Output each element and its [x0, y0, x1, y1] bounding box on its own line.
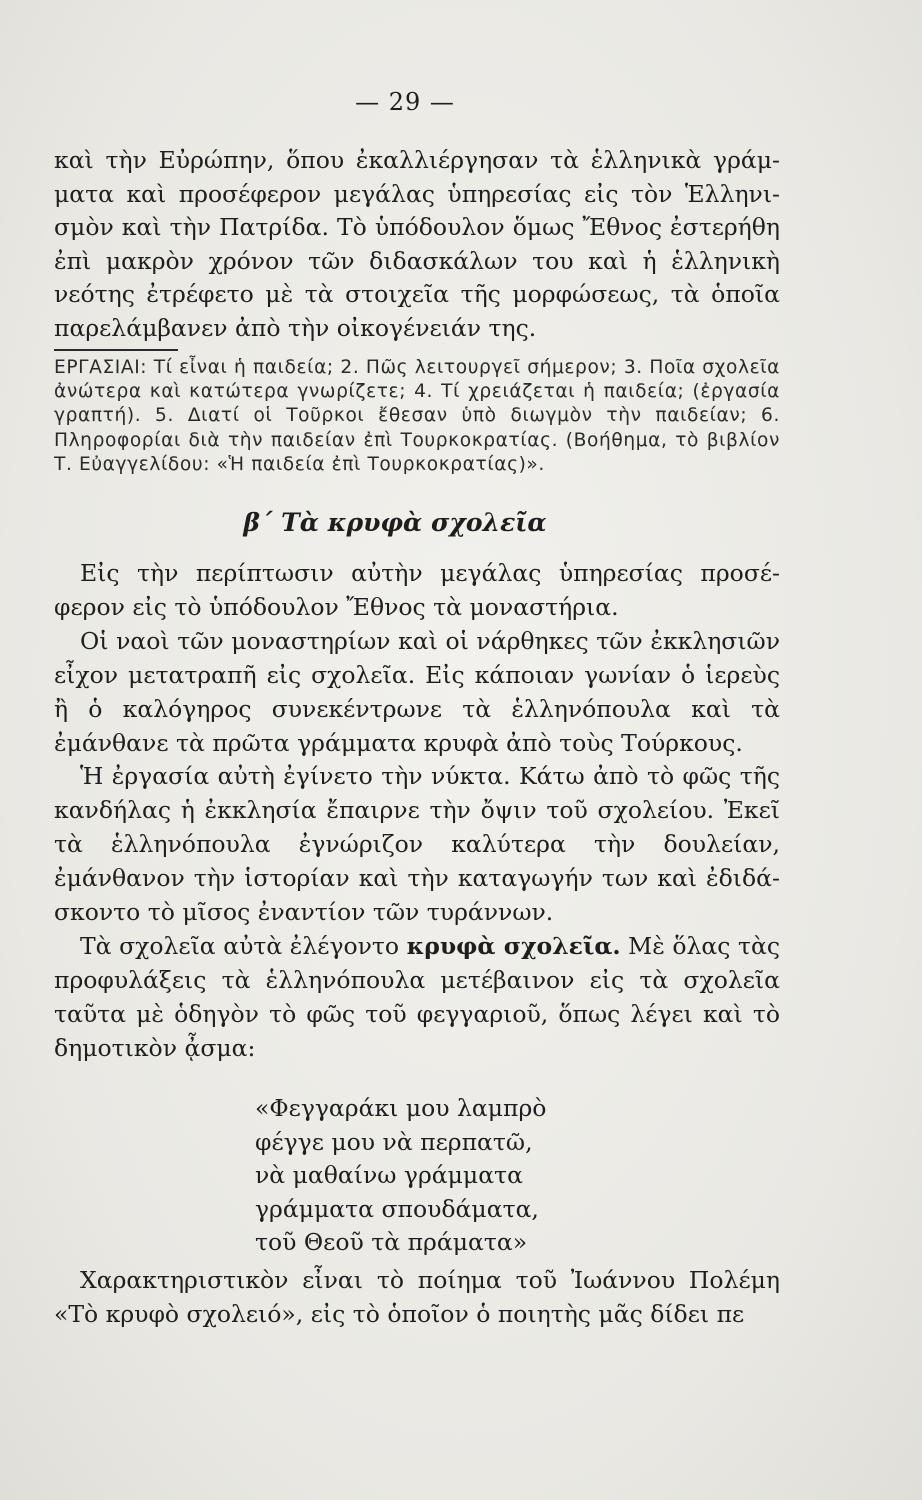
- paragraph-monasteries: Εἰς τὴν περίπτωσιν αὐτὴν μεγάλας ὑπηρεσίας προσέφερον εἰς τὸ ὑπόδουλον Ἔθνος τὰ μοναστήρια.: [54, 559, 780, 621]
- paragraph-europe-education: καὶ τὴν Εὐρώπην, ὅπου ἐκαλλιέργησαν τὰ ἑλληνικὰ γράμματα καὶ προσέφερον μεγάλας ὑπηρεσίας εἰς τὸν Ἑλληνισμὸν καὶ τὴν Πατρίδα. Τὸ ὑπόδουλον ὅμως Ἔθνος ἐστερήθη ἐπὶ μακρὸν χρόνον τῶν διδασκάλων του καὶ ἡ ἑλληνικὴ νεότης ἐτρέφετο μὲ τὰ στοιχεῖα τῆς μορφώσεως, τὰ ὁποῖα παρελάμβανεν ἀπὸ τὴν οἰκογένειάν της.: [54, 146, 780, 342]
- section-title: β΄ Τὰ κρυφὰ σχολεῖα: [243, 508, 547, 537]
- poem-line: τοῦ Θεοῦ τὰ πράματα»: [255, 1228, 528, 1257]
- poem-line: «Φεγγαράκι μου λαμπρὸ: [255, 1094, 547, 1122]
- paragraph-secret-schools-name: [54, 930, 780, 1066]
- section-divider-rule: [54, 349, 178, 351]
- paragraph-5-tail-text: Μὲ ὅλας τὰς προφυλάξεις τὰ ἑλληνόπουλα μετέβαινον εἰς τὰ σχολεῖα ταῦτα μὲ ὁδηγὸν τὸ φῶς τοῦ φεγγαριοῦ, ὅπως λέγει καὶ τὸ δημοτικὸν ᾆσμα:: [54, 931, 780, 1062]
- poem-line: γράμματα σπουδάματα,: [255, 1194, 539, 1223]
- paragraph-5-lead-text: Τὰ σχολεῖα αὐτὰ ἐλέγοντο: [80, 931, 407, 960]
- poem-line: φέγγε μου νὰ περπατῶ,: [255, 1127, 533, 1156]
- poem-line: νὰ μαθαίνω γράμματα: [255, 1161, 523, 1190]
- page-number: — 29 —: [355, 88, 455, 116]
- paragraph-churches-as-schools: Οἱ ναοὶ τῶν μοναστηρίων καὶ οἱ νάρθηκες τῶν ἐκκλησιῶν εἶχον μετατραπῆ εἰς σχολεῖα. Εἰς κάποιαν γωνίαν ὁ ἱερεὺς ἢ ὁ καλόγηρος συνεκέντρωνε τὰ ἑλληνόπουλα καὶ τὰ ἐμάνθανε τὰ πρῶτα γράμματα κρυφὰ ἀπὸ τοὺς Τούρκους.: [54, 626, 780, 757]
- closing-text-block: [54, 1264, 780, 1331]
- bold-term-secret-schools: κρυφὰ σχολεῖα.: [406, 931, 621, 960]
- paragraph-polemis-poem: Χαρακτηριστικὸν εἶναι τὸ ποίημα τοῦ Ἰωάννου Πολέμη «Τὸ κρυφὸ σχολειό», εἰς τὸ ὁποῖον ὁ ποιητὴς μᾶς δίδει πε: [54, 1266, 780, 1328]
- folk-song-poem: [255, 1092, 546, 1260]
- exercises-block: ΕΡΓΑΣΙΑΙ: Τί εἶναι ἡ παιδεία; 2. Πῶς λειτουργεῖ σήμερον; 3. Ποῖα σχολεῖα ἀνώτερα καὶ κατώτερα γνωρίζετε; 4. Τί χρειάζεται ἡ παιδεία; (ἐργασία γραπτή). 5. Διατί οἱ Τοῦρκοι ἔθεσαν ὑπὸ διωγμὸν τὴν παιδείαν; 6. Πληροφορίαι διὰ τὴν παιδείαν ἐπὶ Τουρκοκρατίας. (Βοήθημα, τὸ βιβλίον Τ. Εὐαγγελίδου: «Ἡ παιδεία ἐπὶ Τουρκοκρατίας)».: [54, 357, 780, 475]
- secret-schools-text-block: [54, 557, 780, 1066]
- opening-text-block: [54, 144, 780, 346]
- paragraph-night-lessons: Ἡ ἐργασία αὐτὴ ἐγίνετο τὴν νύκτα. Κάτω ἀπὸ τὸ φῶς τῆς κανδήλας ἡ ἐκκλησία ἔπαιρνε τὴν ὄψιν τοῦ σχολείου. Ἐκεῖ τὰ ἑλληνόπουλα ἐγνώριζον καλύτερα τὴν δουλείαν, ἐμάνθανον τὴν ἱστορίαν καὶ τὴν καταγωγήν των καὶ ἐδιδάσκοντο τὸ μῖσος ἐναντίον τῶν τυράννων.: [54, 762, 780, 927]
